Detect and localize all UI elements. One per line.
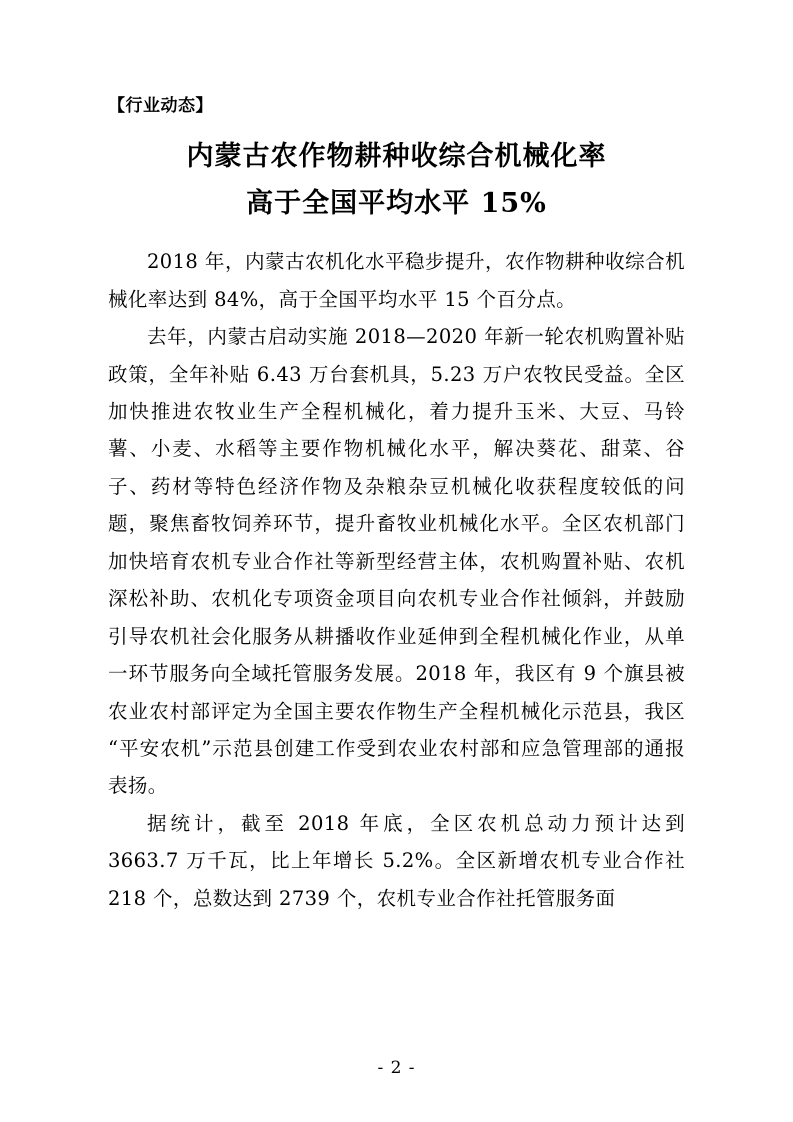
title-line-2: 高于全国平均水平 15% [246,188,547,220]
paragraph-1: 2018 年，内蒙古农机化水平稳步提升，农作物耕种收综合机械化率达到 84%，高于全国平均水平 15 个百分点。 [108,250,685,311]
category-tag: 【行业动态】 [108,96,213,116]
paragraph-2: 去年，内蒙古启动实施 2018—2020 年新一轮农机购置补贴政策，全年补贴 6.43 万台套机具，5.23 万户农牧民受益。全区加快推进农牧业生产全程机械化，着力提升玉米、大豆、马铃薯、小麦、水稻等主要作物机械化水平，解决葵花、甜菜、谷子、药材等特色经济作物及杂粮杂豆机械化收获程度较低的问题，聚焦畜牧饲养环节，提升畜牧业机械化水平。全区农机部门加快培育农机专业合作社等新型经营主体，农机购置补贴、农机深松补助、农机化专项资金项目向农机专业合作社倾斜，并鼓励引导农机社会化服务从耕播收作业延伸到全程机械化作业，从单一环节服务向全域托管服务发展。2018 年，我区有 9 个旗县被农业农村部评定为全国主要农作物生产全程机械化示范县，我区“平安农机”示范县创建工作受到农业农村部和应急管理部的通报表扬。 [108,325,685,798]
page-title [108,133,685,228]
article-body [108,243,685,917]
paragraph-3: 据统计，截至 2018 年底，全区农机总动力预计达到 3663.7 万千瓦，比上年增长 5.2%。全区新增农机专业合作社 218 个，总数达到 2739 个，农机专业合作社托管服务面 [108,811,685,910]
page-number: - 2 - [377,1058,416,1078]
title-line-1: 内蒙古农作物耕种收综合机械化率 [186,140,607,172]
